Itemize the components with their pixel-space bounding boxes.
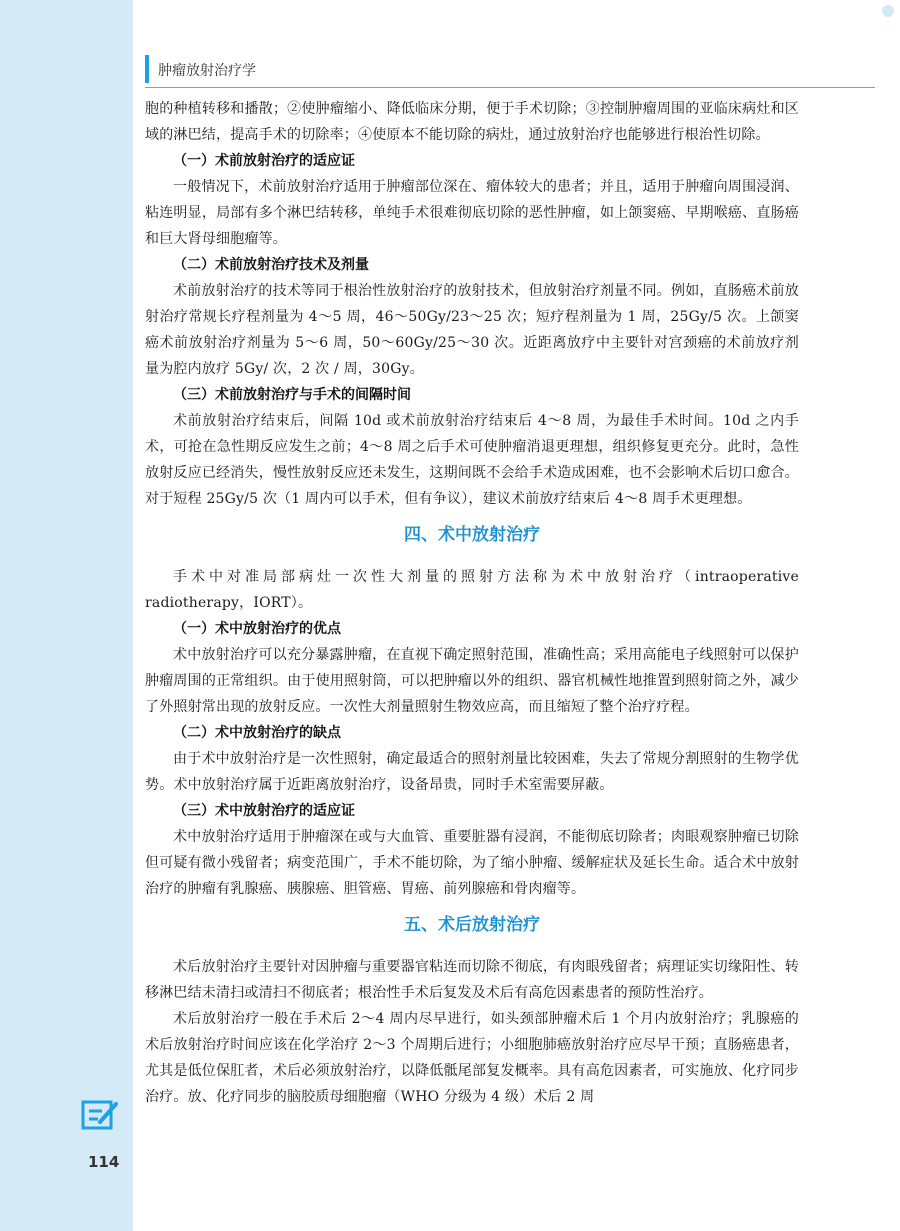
subheading: （二）术前放射治疗技术及剂量	[173, 257, 369, 273]
paragraph: 术前放射治疗的技术等同于根治性放射治疗的放射技术，但放射治疗剂量不同。例如，直肠癌术前放射治疗常规长疗程剂量为 4～5 周，46～50Gy/23～25 次；短疗程剂量为 1 周，25Gy/5 次。上颌窦癌术前放射治疗剂量为 5～6 周，50～60Gy/25～30 次。近距离放疗中主要针对宫颈癌的术前放疗剂量为腔内放疗 5Gy/ 次，2 次 / 周，30Gy。	[145, 283, 799, 377]
corner-decoration	[882, 5, 894, 17]
paragraph: 术中放射治疗可以充分暴露肿瘤，在直视下确定照射范围，准确性高；采用高能电子线照射可以保护肿瘤周围的正常组织。由于使用照射筒，可以把肿瘤以外的组织、器官机械性地推置到照射筒之外，减少了外照射常出现的放射反应。一次性大剂量照射生物效应高，而且缩短了整个治疗疗程。	[145, 647, 799, 715]
subheading: （一）术前放射治疗的适应证	[173, 153, 355, 169]
subheading: （三）术前放射治疗与手术的间隔时间	[173, 387, 411, 403]
section-heading: 四、术中放射治疗	[404, 525, 540, 545]
page-body	[145, 96, 799, 1110]
running-head-title: 肿瘤放射治疗学	[158, 63, 256, 79]
page-sidebar	[0, 0, 133, 1231]
header-rule	[145, 87, 875, 88]
paragraph: 术后放射治疗主要针对因肿瘤与重要器官粘连而切除不彻底，有肉眼残留者；病理证实切缘阳性、转移淋巴结未清扫或清扫不彻底者；根治性手术后复发及术后有高危因素患者的预防性治疗。	[145, 959, 799, 1001]
page-number: 114	[88, 1153, 120, 1171]
notes-edit-icon	[80, 1098, 120, 1132]
paragraph: 术后放射治疗一般在手术后 2～4 周内尽早进行，如头颈部肿瘤术后 1 个月内放射治疗；乳腺癌的术后放射治疗时间应该在化学治疗 2～3 个周期后进行；小细胞肺癌放射治疗应尽早干预；直肠癌患者，尤其是低位保肛者，术后必须放射治疗，以降低骶尾部复发概率。具有高危因素者，可实施放、化疗同步治疗。放、化疗同步的脑胶质母细胞瘤（WHO 分级为 4 级）术后 2 周	[145, 1011, 799, 1105]
subheading: （一）术中放射治疗的优点	[173, 621, 341, 637]
paragraph: 胞的种植转移和播散；②使肿瘤缩小、降低临床分期，便于手术切除；③控制肿瘤周围的亚临床病灶和区域的淋巴结，提高手术的切除率；④使原本不能切除的病灶，通过放射治疗也能够进行根治性切除。	[145, 101, 799, 143]
subheading: （二）术中放射治疗的缺点	[173, 725, 341, 741]
subheading: （三）术中放射治疗的适应证	[173, 803, 355, 819]
paragraph: 术前放射治疗结束后，间隔 10d 或术前放射治疗结束后 4～8 周，为最佳手术时间。10d 之内手术，可抢在急性期反应发生之前；4～8 周之后手术可使肿瘤消退更理想，组织修复更充分。此时，急性放射反应已经消失，慢性放射反应还未发生，这期间既不会给手术造成困难，也不会影响术后切口愈合。对于短程 25Gy/5 次（1 周内可以手术，但有争议），建议术前放疗结束后 4～8 周手术更理想。	[145, 413, 799, 507]
section-heading: 五、术后放射治疗	[404, 915, 540, 935]
paragraph: 由于术中放射治疗是一次性照射，确定最适合的照射剂量比较困难，失去了常规分割照射的生物学优势。术中放射治疗属于近距离放射治疗，设备昂贵，同时手术室需要屏蔽。	[145, 751, 799, 793]
paragraph: 术中放射治疗适用于肿瘤深在或与大血管、重要脏器有浸润，不能彻底切除者；肉眼观察肿瘤已切除但可疑有微小残留者；病变范围广，手术不能切除，为了缩小肿瘤、缓解症状及延长生命。适合术中放射治疗的肿瘤有乳腺癌、胰腺癌、胆管癌、胃癌、前列腺癌和骨肉瘤等。	[145, 829, 799, 897]
paragraph: 手术中对准局部病灶一次性大剂量的照射方法称为术中放射治疗（intraoperative radiotherapy，IORT）。	[145, 569, 799, 611]
header-accent-bar	[145, 55, 149, 83]
paragraph: 一般情况下，术前放射治疗适用于肿瘤部位深在、瘤体较大的患者；并且，适用于肿瘤向周围浸润、粘连明显，局部有多个淋巴结转移，单纯手术很难彻底切除的恶性肿瘤，如上颌窦癌、早期喉癌、直肠癌和巨大肾母细胞瘤等。	[145, 179, 799, 247]
